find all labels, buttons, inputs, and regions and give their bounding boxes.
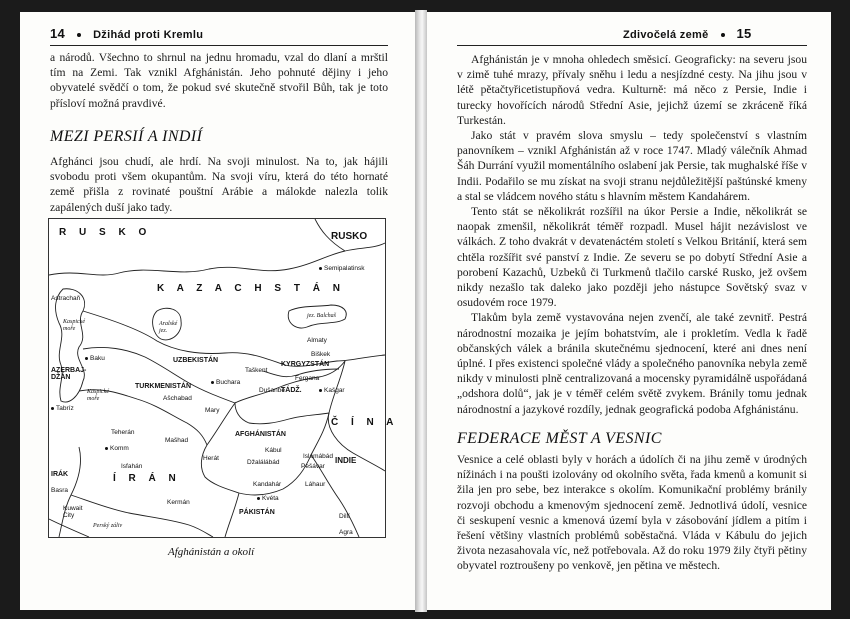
city-dusanbe: Dušanbe [259, 387, 286, 394]
city-kerman: Kermán [167, 499, 190, 506]
header-bullet [721, 33, 725, 37]
city-teheran: Teherán [111, 429, 135, 436]
paragraph-1: Afghánistán je v mnoha ohledech směsicí. Geograficky: na severu jsou v zimě tuhé mrazy, přívaly sněhu i ledu a nesjízdné cesty. Na jihu jsou v létě pětačtyřicetistupňová vedra. Kulturně: má něco z Persie, Indie i turecky hovořících národů Střední Asie, jejichž území se zkráceně říká Turkestán. [457, 53, 807, 127]
city-pesavar: Pešávar [301, 463, 325, 470]
paragraph-3: Tento stát se několikrát rozšířil na úkor Persie a Indie, několikrát se naopak zmenšil, několikrát téměř rozpadl. Musel hájit nezávislost ve válkách. Z toho dvakrát v devatenáctém století s Velkou Británií, která sem chtěla rozšířit své panství z Indie. Ze severu se po dobytí Střední Asie a porobení Kazachů, Uzbeků či Turkmenů tlačilo carské Rusko, jež ovšem nikdy nezašlo tak daleko jako později jeho nástupce Sovětský svaz v osudovém roce 1979. [457, 205, 807, 310]
left-page [20, 12, 415, 610]
label-rusko-left: R U S K O [59, 227, 152, 238]
right-header-rule [457, 45, 807, 46]
city-kveta: Kvéta [257, 495, 279, 502]
city-kandahar: Kandahár [253, 481, 282, 488]
left-header-rule [50, 45, 388, 46]
label-irak: IRÁK [51, 471, 69, 478]
label-kyrgyzstan: KYRGYZSTÁN [281, 361, 330, 368]
left-intro-text [50, 50, 388, 111]
label-uzbekistan: UZBEKISTÁN [173, 357, 219, 364]
section-heading-federace: FEDERACE MĚST A VESNIC [457, 430, 662, 447]
label-persky-zaliv: Perský záliv [93, 523, 123, 529]
label-cina: Č Í N A [331, 417, 399, 428]
map-caption: Afghánistán a okolí [168, 546, 255, 558]
intro-paragraph: a národů. Všechno to shrnul na jednu hromadu, vzal do dlaní a mrštil tím na Zemi. Tak vznikl Afghánistán. Jeho pohnuté dějiny i jeho obyvatelé svědčí o tom, že pokud své skutečně stvořil Bůh, tak je toto přísloví možná pravdivé. [50, 51, 388, 110]
city-lahaur: Láhaur [305, 481, 326, 488]
label-tadz: TÁDŽ. [281, 387, 302, 394]
right-running-header [623, 26, 752, 41]
city-aschabad: Ašchabad [163, 395, 192, 402]
city-agra: Agra [339, 529, 353, 536]
left-page-number: 14 [50, 26, 66, 41]
federace-paragraph: Vesnice a celé oblasti byly v horách a údolích či na jihu země v úrodných nížinách i na poušti izolovány od okolního světa, řada kmenů a komunit si žila jen pro sebe, bez interakce s okolím. Komunikační problémy bránily rozvoji obchodu a kmenovým sjednocení země. Jednotlivá údolí, vesnice či seskupení vesnic a kmenová území byla v zásobování jídlem a pitím i řešení většiny vlastních problémů soběstačná. Vláda v Kábulu do jejich života nezasahovala víc, než potřebovala. Až do roku 1979 žily čtyři pětiny obyvatel roztroušeny po venkově, jen pětina ve městech. [457, 453, 807, 573]
city-almaty: Almaty [307, 337, 327, 344]
left-running-title: Džihád proti Kremlu [93, 29, 204, 41]
city-dot [211, 381, 214, 384]
city-tabriz: Tabríz [51, 405, 74, 412]
paragraph-2: Jako stát v pravém slova smyslu – tedy společenství s vlastním panovníkem – vznikl Afghánistán až v roce 1747. Mladý válečník Ahmad Šáh Durrání využil momentálního oslabení jak Persie, tak mughalské říše v Indii. Podařilo se mu získat na svoji stranu nejdůležitější paštúnské kmeny a stal se vládcem nového státu s hlavním městem Kandahárem. [457, 129, 807, 203]
paragraph-4: Tlakům byla země vystavována nejen zvenčí, ale také zevnitř. Pestrá národnostní mozaika je jejím bohatstvím, ale i prokletím. Vedla k řadě občanských válek a bránila skutečnému sjednocení, které ani dnes není úplné. I přes existenci společné vlády a společného panovníka nebyla země nikdy v minulosti plně centralizovaná a mocensky pyramidálně uspořádaná „odshora dolů“, jak je v téměř celém světě zvykem. Bránily tomu jednak národnostní a jazykové rozdíly, jednak geografická podoba Afghánistánu. [457, 311, 807, 416]
city-komm: Komm [105, 445, 129, 452]
city-biskek: Biškek [311, 351, 331, 358]
persian-gulf-coast-lower [49, 519, 89, 537]
city-semipalatinsk: Semipalatinsk [319, 265, 364, 272]
city-herat: Herát [203, 455, 219, 462]
city-buchara: Buchara [211, 379, 240, 386]
label-turkmenistan: TURKMENISTÁN [135, 383, 191, 390]
city-meshed: Mašhad [165, 437, 189, 444]
label-balchas: jez. Balchaš [307, 313, 336, 319]
label-pakistan: PÁKISTÁN [239, 509, 275, 516]
city-kuwait: Kuwait City [63, 505, 83, 519]
right-body-text [457, 52, 807, 417]
label-azerbajdzan: AZERBAJ-DŽÁN [51, 367, 87, 381]
city-astrachan: Astrachaň [51, 295, 81, 302]
city-mary: Mary [205, 407, 220, 414]
city-dot [257, 497, 260, 500]
city-dot [319, 267, 322, 270]
label-iran: Í R Á N [113, 473, 181, 484]
city-basra: Basra [51, 487, 68, 494]
right-page [427, 12, 831, 610]
city-taskent: Taškent [245, 367, 268, 374]
header-bullet [77, 33, 81, 37]
city-dot [85, 357, 88, 360]
iran-pakistan-border [225, 493, 239, 537]
right-running-title: Zdivočelá země [623, 29, 709, 41]
label-kaspicke-more-top: Kaspické moře [63, 319, 85, 332]
label-indie: INDIE [335, 456, 357, 465]
city-dot [319, 389, 322, 392]
label-rusko-right: RUSKO [331, 231, 368, 242]
kazakhstan-south-border [83, 311, 385, 366]
section-heading-persie-indie: MEZI PERSIÍ A INDIÍ [50, 128, 203, 145]
city-dilli: Dillí [339, 513, 350, 520]
china-west-border [328, 361, 385, 471]
section-paragraph: Afghánci jsou chudí, ale hrdí. Na svoji minulost. Na to, jak hájili svobodu proti všem okupantům. Na svoji víru, která do této hornaté země přišla z rovinaté pouštní Arábie a málokde nalezla tolik zapálených duší jako tady. [50, 155, 388, 214]
city-baku: Baku [85, 355, 105, 362]
right-section-text [457, 452, 807, 574]
caspian-sea-shape [56, 289, 85, 402]
book-gutter [415, 10, 427, 612]
city-kabul: Kábul [265, 447, 282, 454]
left-section-text [50, 154, 388, 215]
label-kazachstan: K A Z A C H S T Á N [157, 283, 345, 294]
city-dot [51, 407, 54, 410]
afghanistan-map [48, 218, 399, 538]
city-dzalalabad: Džalálábád [247, 459, 280, 466]
city-dot [105, 447, 108, 450]
city-islamabad: Islámábád [303, 453, 333, 460]
persian-gulf-coast [71, 495, 213, 537]
city-isfahan: Isfahán [121, 463, 143, 470]
label-aralske-jez: Aralské jez. [159, 321, 178, 334]
left-running-header [50, 26, 203, 41]
city-kasgar: Kašgar [319, 387, 345, 394]
right-page-number: 15 [736, 26, 752, 41]
label-kaspicke-more-bottom: Kaspické moře [87, 389, 109, 402]
label-afghanistan: AFGHÁNISTÁN [235, 431, 286, 438]
city-fergana: Fergana [295, 375, 320, 382]
